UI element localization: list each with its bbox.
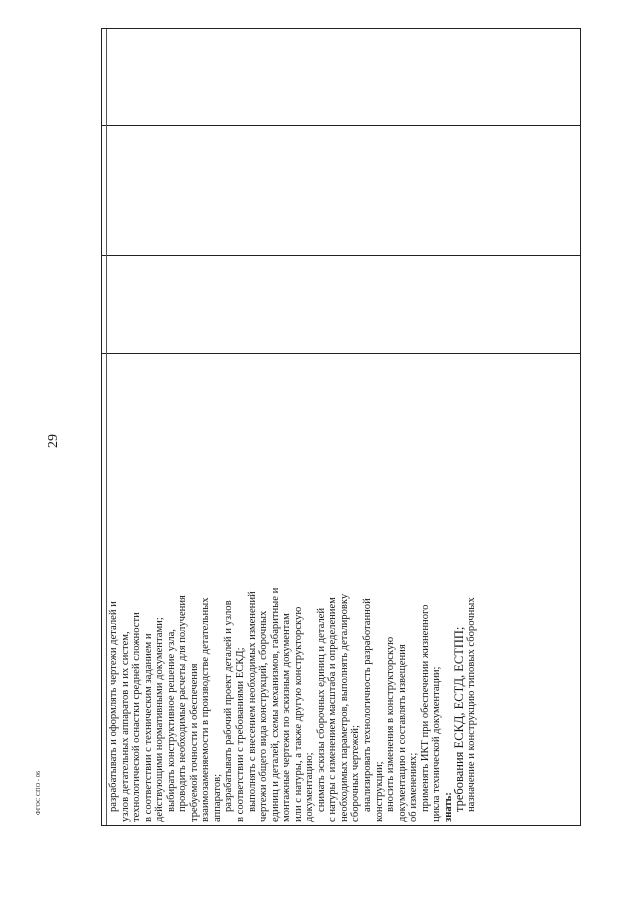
content-line: знать: xyxy=(442,792,454,822)
content-line: монтажные чертежи по эскизным документам xyxy=(281,613,293,822)
content-line: цикла технической документации; xyxy=(431,666,443,822)
content-line: документацию и составлять извещения xyxy=(396,644,408,822)
content-line: технологической оснастки средней сложности xyxy=(131,612,143,822)
column-divider-1 xyxy=(102,125,580,126)
content-line: разрабатывать и оформлять чертежи деталей и xyxy=(108,601,119,812)
content-line: требования ЕСКД, ЕСТД, ЕСТПП; xyxy=(452,626,467,812)
content-line: с натуры с изменением масштаба и определением xyxy=(327,597,339,822)
table-edge-line xyxy=(106,29,107,825)
content-line: единиц и деталей, схемы механизмов, габаритные и xyxy=(269,587,281,822)
content-line: в соответствии с техническим заданием и xyxy=(142,633,154,822)
content-line: выполнять с внесением необходимых изменений xyxy=(246,591,258,812)
page-number: 29 xyxy=(46,434,61,448)
content-line: вносить изменения в конструкторскую xyxy=(385,636,397,812)
content-line: в соответствии с требованиями ЕСКД; xyxy=(235,647,247,822)
content-line: чертежи общего вида конструкций, сборочных xyxy=(258,610,270,822)
content-line: снимать эскизы сборочных единиц и деталей xyxy=(315,607,327,812)
content-line: аппаратов; xyxy=(211,773,223,822)
column-divider-2 xyxy=(102,255,580,256)
content-line: необходимых параметров, выполнять деталировку xyxy=(338,593,350,822)
content-line: назначение и конструкцию типовых сборочных xyxy=(465,597,477,812)
content-line: требуемой точности и обеспечения xyxy=(188,663,200,822)
column-divider-3 xyxy=(102,353,580,354)
footer-code: ФГОС СПО - 06 xyxy=(36,770,42,815)
content-line: применять ИКТ при обеспечении жизненного xyxy=(419,604,431,812)
content-line: документацию; xyxy=(304,752,316,822)
competency-text-cell xyxy=(108,457,580,822)
content-line: конструкции; xyxy=(373,761,385,822)
content-line: анализировать технологичность разработанной xyxy=(362,598,374,812)
content-line: или с натуры, а также другую конструкторскую xyxy=(292,606,304,822)
content-line: об изменениях; xyxy=(408,752,420,822)
content-line: разрабатывать рабочий проект деталей и узлов xyxy=(223,600,235,812)
content-line: взаимозаменяемости в производстве детательных xyxy=(200,597,212,822)
content-line: сборочных чертежей; xyxy=(350,725,362,822)
content-line: узлов детательных аппаратов и их систем, xyxy=(119,631,131,822)
content-line: выбирать конструктивное решение узла, xyxy=(165,629,177,812)
content-line: действующими нормативными документами; xyxy=(154,617,166,822)
content-line: проводить необходимые расчеты для получения xyxy=(177,595,189,812)
